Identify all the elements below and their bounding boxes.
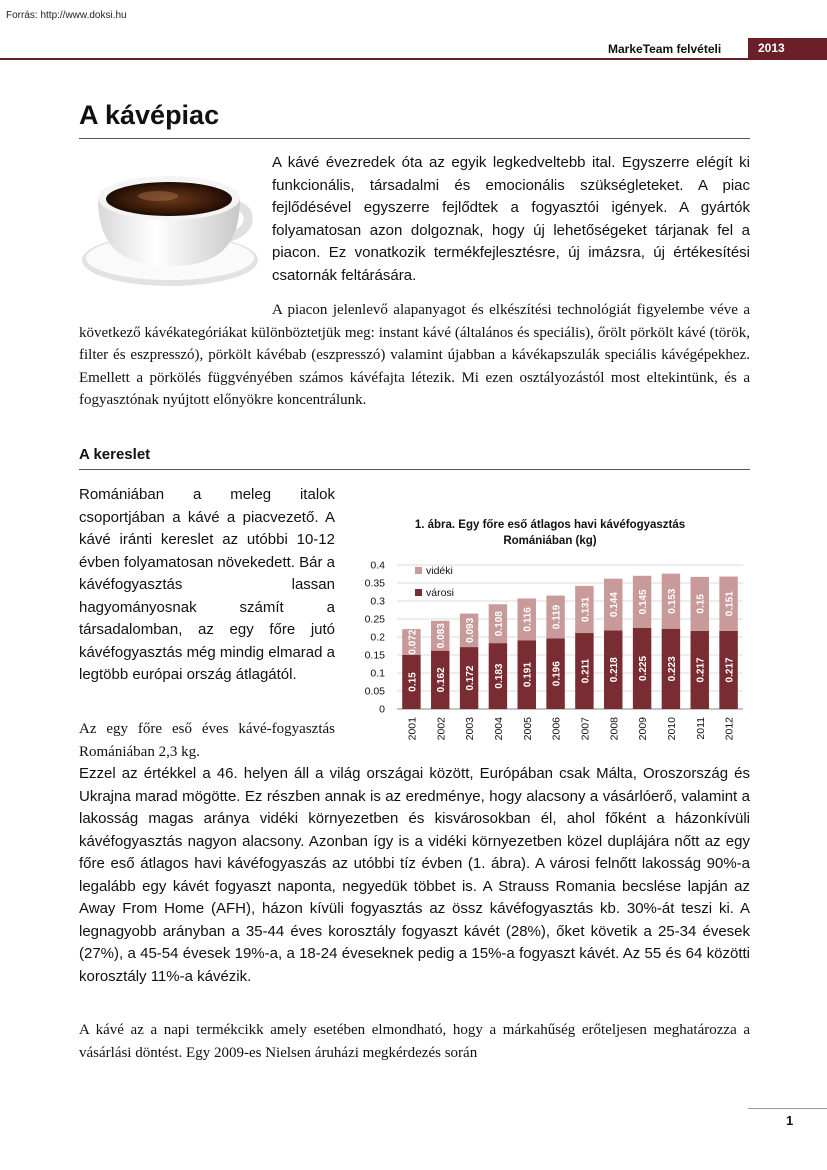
data-label: 0.225 <box>638 655 650 682</box>
consumption-paragraph-start: Az egy főre eső éves kávé-fogyasztás Romániában 2,3 kg. <box>79 721 335 760</box>
categories-paragraph: A piacon jelenlevő alapanyagot és elkészítési technológiát figyelembe véve a következő kávékategóriákat különböztetjük meg: instant kávé (általános és speciális), őrölt pörkölt kávé (török, filter és eszpresszó), pörkölt kávébab (eszpresszó) valamint újabban a kávékapszulák speciális kávégépekhez. Emellett a pörkölés függvényében számos kávéfajta létezik. Mi ezen osztályozástól most eltekintünk, és a fogyasztónak nyújtott előnyökre koncentrálunk. <box>79 302 750 408</box>
x-tick-label: 2012 <box>723 717 736 741</box>
data-label: 0.217 <box>695 657 707 683</box>
y-tick-label: 0.25 <box>364 613 385 626</box>
x-tick-label: 2005 <box>521 717 534 741</box>
x-tick-label: 2011 <box>694 717 707 740</box>
data-label: 0.217 <box>724 657 736 683</box>
data-label: 0.072 <box>407 629 419 655</box>
data-label: 0.144 <box>609 592 621 618</box>
coffee-consumption-chart <box>345 508 750 758</box>
x-tick-label: 2003 <box>464 717 477 741</box>
x-tick-label: 2009 <box>637 717 650 741</box>
x-tick-label: 2006 <box>550 717 563 741</box>
x-tick-label: 2008 <box>608 717 621 741</box>
section-heading: A kereslet <box>79 446 151 463</box>
x-tick-label: 2002 <box>435 717 448 741</box>
y-tick-label: 0.4 <box>370 559 385 572</box>
data-label: 0.153 <box>666 588 678 614</box>
data-label: 0.119 <box>551 604 563 630</box>
data-label: 0.196 <box>551 661 563 687</box>
legend-swatch-városi <box>415 589 422 596</box>
chart-title-line2: Romániában (kg) <box>503 535 597 547</box>
x-tick-label: 2007 <box>579 717 592 741</box>
data-label: 0.211 <box>580 658 592 684</box>
data-label: 0.151 <box>724 591 736 617</box>
data-label: 0.108 <box>493 611 505 637</box>
intro-paragraph: A kávé évezredek óta az egyik legkedveltebb ital. Egyszerre elégít ki funkcionális, társadalmi és emocionális szükségleteket. A piac fejlődésével egyszerre fejlődtek a fogyasztói igények. A gyártók folyamatosan azon dolgoznak, hogy új lehetőségeket tárjanak fel a piacon. Ez vonatkozik termékfejlesztésre, új imázsra, új értékesítési csatornák feltárására. <box>272 154 750 284</box>
data-label: 0.15 <box>407 672 419 692</box>
y-tick-label: 0.1 <box>370 667 385 680</box>
data-label: 0.083 <box>436 623 448 649</box>
data-label: 0.145 <box>638 589 650 615</box>
legend-label: vidéki <box>426 565 453 577</box>
y-tick-label: 0.35 <box>364 577 385 590</box>
footer-rule <box>748 1108 827 1109</box>
data-label: 0.116 <box>522 607 534 632</box>
section-divider <box>79 469 750 470</box>
title-divider <box>79 138 750 139</box>
y-tick-label: 0 <box>379 703 385 716</box>
x-tick-label: 2001 <box>406 717 419 741</box>
data-label: 0.093 <box>465 617 477 643</box>
page-title: A kávépiac <box>79 100 220 130</box>
y-tick-label: 0.15 <box>364 649 385 662</box>
demand-paragraph: Romániában a meleg italok csoportjában a kávé a piacvezető. A kávé iránti kereslet az utóbbi 10-12 évben folyamatosan növekedett. Bár a kávéfogyasztás lassan hagyományosnak számít a társadalomban, az egy főre jutó kávéfogyasztás még mindig elmarad a legtöbb európai ország átlagától. <box>79 486 335 683</box>
data-label: 0.162 <box>436 667 448 693</box>
data-label: 0.223 <box>666 656 678 682</box>
data-label: 0.172 <box>465 665 477 691</box>
page-number: 1 <box>786 1113 794 1128</box>
y-tick-label: 0.05 <box>364 685 385 698</box>
header-rule <box>0 58 827 60</box>
x-tick-label: 2004 <box>492 717 505 741</box>
brand-loyalty-paragraph: A kávé az a napi termékcikk amely esetében elmondható, hogy a márkahűség erőteljesen meghatározza a vásárlási döntést. Egy 2009-es Nielsen áruházi megkérdezés során <box>79 1022 750 1061</box>
coffee-cup-image <box>80 160 260 290</box>
x-tick-label: 2010 <box>665 717 678 741</box>
header-brand: MarkeTeam felvételi <box>608 42 722 56</box>
source-note: Forrás: http://www.doksi.hu <box>6 10 127 21</box>
header-year-badge: 2013 <box>748 38 827 58</box>
data-label: 0.218 <box>609 657 621 683</box>
consumption-paragraph: Ezzel az értékkel a 46. helyen áll a világ országai között, Európában csak Málta, Oroszország és Ukrajna marad mögötte. Ez részben annak is az eredménye, hogy alacsony a vásárlóerő, valamint a lakosság magas aránya vidéki környezetben és kisvárosokban él, ahol főként a házonkívüli kávéfogyasztás nagyon alacsony. Azonban így is a vidéki környezetben közel duplájára nőtt az egy főre eső átlagos havi kávéfogyaszás az utóbbi tíz évben (1. ábra). A városi felnőtt lakosság 90%-a legalább egy kávét fogyaszt naponta, negyedük többet is. A Strauss Romania becslése lapján az Away From Home (AFH), házon kívüli fogyasztás az össz kávéfogyasztás kb. 30%-át teszi ki. A legnagyobb arányban a 35-44 éves korosztály fogyaszt kávét (28%), őket követik a 25-34 évesek (27%), a 45-54 évesek 19%-a, a 18-24 éveseknek pedig a 15%-a fogyaszt kávét. Az 55 és 64 közötti korosztály 11%-a kávézik. <box>79 765 750 985</box>
y-tick-label: 0.2 <box>370 631 385 644</box>
data-label: 0.15 <box>695 594 707 614</box>
legend-swatch-vidéki <box>415 567 422 574</box>
data-label: 0.191 <box>522 662 534 688</box>
chart-title-line1: 1. ábra. Egy főre eső átlagos havi kávéfogyasztás <box>414 519 686 531</box>
legend-label: városi <box>426 587 455 599</box>
data-label: 0.183 <box>493 663 505 689</box>
data-label: 0.131 <box>580 596 592 622</box>
y-tick-label: 0.3 <box>370 595 385 608</box>
